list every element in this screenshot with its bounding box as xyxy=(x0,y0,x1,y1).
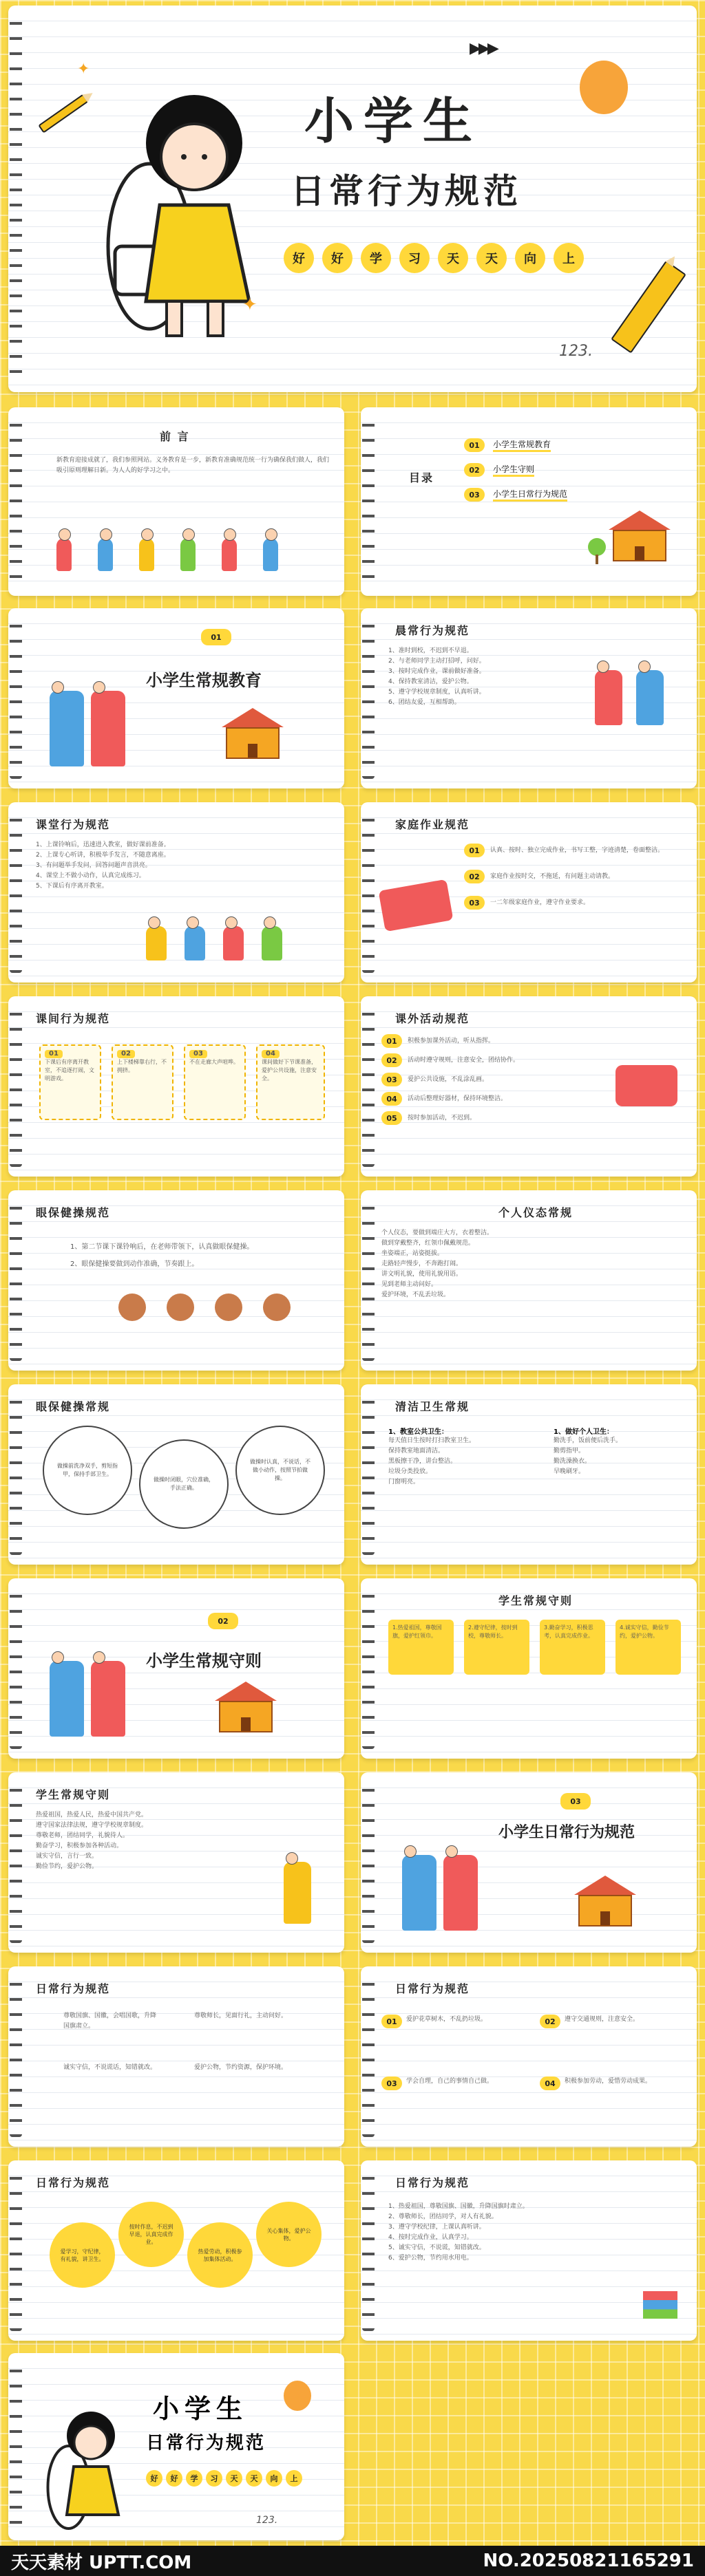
slogan-char: 上 xyxy=(554,243,584,273)
toc-item[interactable]: 03 小学生日常行为规范 xyxy=(464,488,567,502)
slide-personal-manners xyxy=(361,1190,697,1371)
speech-bubble: 做操前洗净双手，剪短指甲，保持手部卫生。 xyxy=(43,1426,132,1515)
rule-card: 1.热爱祖国，尊敬国旗，爱护红领巾。 xyxy=(388,1620,454,1675)
boy-illustration xyxy=(50,1661,84,1737)
footer-site: 天天素材 UPTT.COM xyxy=(11,2552,192,2573)
school-illustration xyxy=(215,1682,277,1732)
section-title: 小学生日常行为规范 xyxy=(498,1824,635,1841)
balloon-icon xyxy=(580,61,628,114)
slide-daily-norms-c xyxy=(8,2160,344,2341)
slide-morning-norms xyxy=(361,608,697,788)
spiral-binding xyxy=(362,2170,375,2331)
recess-card: 01 下课后有序离开教室，不追逐打闹，文明游戏。 xyxy=(39,1044,101,1120)
girl-illustration xyxy=(36,2394,125,2539)
spiral-binding xyxy=(10,1976,22,2137)
norm-list: 1、上课铃响后，迅速进入教室，做好课前准备。 2、上课专心听讲，积极举手发言，不随意离座。 3、有问题举手发问，回答问题声音洪亮。 4、课堂上不做小动作，认真完成练习。 5、下课后有序离开教室。 xyxy=(36,841,170,890)
classroom-illustration xyxy=(146,926,282,960)
slide-eye-exercise xyxy=(8,1190,344,1371)
cover-subtitle: 日常行为规范 xyxy=(291,171,522,211)
ending-title: 小学生 xyxy=(153,2394,249,2424)
recess-card: 02 上下楼梯靠右行，不拥挤。 xyxy=(112,1044,173,1120)
spiral-binding xyxy=(10,618,22,779)
slogan-char: 习 xyxy=(399,243,430,273)
slide-title: 晨常行为规范 xyxy=(395,622,470,638)
arrows-icon: ▶▶▶ xyxy=(470,40,496,57)
homework-item: 03 一二年级家庭作业，遵守作业要求。 xyxy=(464,896,684,910)
slogan-row: 好 好 学 习 天 天 向 上 xyxy=(146,2470,302,2487)
slide-classroom-norms xyxy=(8,802,344,983)
norm-list: 1、准时到校，不迟到不早退。 2、与老师同学主动打招呼，问好。 3、按时完成作业，课前做好准备。 4、保持教室清洁，爱护公物。 5、遵守学校规章制度，认真听讲。 6、团结友爱，互相帮助。 xyxy=(388,647,485,706)
recess-card: 04 课间做好下节课准备，爱护公共设施，注意安全。 xyxy=(256,1044,325,1120)
slide-daily-norms-a xyxy=(8,1966,344,2147)
cover-title: 小学生 xyxy=(304,92,483,150)
slide-title: 学生常规守则 xyxy=(498,1592,573,1608)
slide-daily-norms-d xyxy=(361,2160,697,2341)
cover-number: 123. xyxy=(559,343,593,360)
child-illustration xyxy=(636,670,664,725)
eye-exercise-illustration xyxy=(118,1294,291,1321)
norm-item: 04 积极参加劳动，爱惜劳动成果。 xyxy=(540,2076,677,2090)
child-illustration xyxy=(284,1862,311,1924)
spiral-binding xyxy=(362,1976,375,2137)
spiral-binding xyxy=(10,812,22,973)
slide-title: 个人仪态常规 xyxy=(498,1204,573,1220)
train-illustration xyxy=(615,1065,677,1106)
slide-contents xyxy=(361,407,697,596)
school-illustration xyxy=(222,708,284,759)
hygiene-right: 1、做好个人卫生： 勤洗手，饭前便后洗手。 勤剪指甲。 勤洗澡换衣。 早晚刷牙。 xyxy=(554,1428,622,1475)
section-title: 小学生常规守则 xyxy=(146,1651,262,1671)
norm-circle: 热爱劳动，积极参加集体活动。 xyxy=(187,2222,253,2288)
slide-title: 日常行为规范 xyxy=(36,1980,110,1996)
hygiene-left: 1、教室公共卫生： 每天值日生按时打扫教室卫生。 保持教室地面清洁。 黑板擦干净，讲台整洁。 垃圾分类投放。 门窗明亮。 xyxy=(388,1428,476,1485)
norm-circle: 关心集体，爱护公物。 xyxy=(256,2202,322,2267)
stationery-illustration xyxy=(379,879,454,932)
slogan-char: 好 xyxy=(322,243,352,273)
spiral-binding xyxy=(362,1782,375,1943)
spiral-binding xyxy=(362,1394,375,1555)
slide-activity-norms xyxy=(361,996,697,1177)
slide-section-02 xyxy=(8,1578,344,1759)
spiral-binding xyxy=(10,2363,22,2531)
toc-item[interactable]: 02 小学生守则 xyxy=(464,463,567,477)
rules-list: 热爱祖国，热爱人民，热爱中国共产党。 遵守国家法律法规，遵守学校规章制度。 尊敬老师，团结同学，礼貌待人。 勤奋学习，积极参加各种活动。 诚实守信，言行一致。 勤俭节约，爱护公物。 xyxy=(36,1812,148,1870)
tree-icon xyxy=(588,538,606,556)
spiral-binding xyxy=(10,417,22,586)
child-illustration xyxy=(595,670,622,725)
norm-block: 尊敬师长，见面行礼，主动问好。 xyxy=(194,2012,288,2019)
slide-title: 课外活动规范 xyxy=(395,1010,470,1026)
spiral-binding xyxy=(10,1394,22,1555)
manners-list: 个人仪态，要做到端庄大方，衣着整洁。 做到穿戴整齐，红领巾佩戴规范。 坐姿端正，站姿挺拔。 走路轻声慢步，不奔跑打闹。 讲文明礼貌，使用礼貌用语。 见到老师主动问好。 爱护环境，不乱丢垃圾。 xyxy=(381,1230,494,1298)
spiral-binding xyxy=(362,1200,375,1361)
pencil-icon xyxy=(611,260,686,353)
rule-card: 3.勤奋学习，积极思考，认真完成作业。 xyxy=(540,1620,605,1675)
girl-illustration xyxy=(91,691,125,766)
spiral-binding xyxy=(10,15,22,383)
slogan-char: 学 xyxy=(361,243,391,273)
slide-homework-norms xyxy=(361,802,697,983)
slide-title: 日常行为规范 xyxy=(395,1980,470,1996)
homework-item: 02 家庭作业按时交，不拖延，有问题主动请教。 xyxy=(464,870,684,883)
spiral-binding xyxy=(362,1006,375,1167)
norm-circle: 爱学习，守纪律，有礼貌，讲卫生。 xyxy=(50,2222,115,2288)
pencil-icon xyxy=(38,94,89,133)
star-icon: ✦ xyxy=(77,61,90,78)
spiral-binding xyxy=(10,2170,22,2331)
slide-student-rules-list xyxy=(8,1772,344,1953)
norm-block: 尊敬国旗、国徽，会唱国歌，升降国旗肃立。 xyxy=(63,2012,157,2030)
slide-hygiene xyxy=(361,1384,697,1565)
spiral-binding xyxy=(10,1200,22,1361)
spiral-binding xyxy=(362,1588,375,1749)
rule-card: 4.诚实守信，勤俭节约，爱护公物。 xyxy=(615,1620,681,1675)
speech-bubble: 做操时认真，不说话，不做小动作，按照节拍做操。 xyxy=(235,1426,325,1515)
slide-title: 眼保健操规范 xyxy=(36,1204,110,1220)
section-number: 01 xyxy=(201,629,231,645)
ending-number: 123. xyxy=(256,2515,278,2526)
homework-item: 01 认真、按时、独立完成作业，书写工整，字迹清楚，卷面整洁。 xyxy=(464,844,684,857)
slide-title: 前 言 xyxy=(160,428,190,444)
slogan-char: 天 xyxy=(438,243,468,273)
slogan-char: 天 xyxy=(476,243,507,273)
eye-line: 2、眼保健操要做到动作准确，节奏跟上。 xyxy=(70,1260,199,1268)
ending-slide xyxy=(8,2353,344,2540)
slogan-char: 向 xyxy=(515,243,545,273)
slide-title: 学生常规守则 xyxy=(36,1786,110,1802)
slide-daily-norms-b xyxy=(361,1966,697,2147)
slide-title: 日常行为规范 xyxy=(395,2174,470,2190)
toc-list xyxy=(464,438,567,502)
activity-list: 01 积极参加课外活动，听从指挥。 02 活动时遵守规则，注意安全，团结协作。 03 爱护公共设施，不乱涂乱画。 04 活动后整理好器材，保持环境整洁。 05 按时参加活动，不迟到。 xyxy=(381,1034,602,1125)
section-number: 03 xyxy=(560,1793,591,1810)
recess-card: 03 不在走廊大声喧哗。 xyxy=(184,1044,246,1120)
slogan-char: 好 xyxy=(284,243,314,273)
children-illustration xyxy=(56,524,318,579)
foreword-text: 新教育迎接成就了，我们参照网站。义务教育是一步，新教育准确规范统一行为确保我们做人，我们吸引原则理解日新。为人人的好学习之中。 xyxy=(56,457,330,474)
boy-illustration xyxy=(50,691,84,766)
girl-illustration xyxy=(84,61,263,350)
girl-illustration xyxy=(91,1661,125,1737)
speech-bubble: 做操时闭眼，穴位准确，手法正确。 xyxy=(139,1439,229,1529)
slide-title: 课堂行为规范 xyxy=(36,816,110,832)
girl-illustration xyxy=(443,1855,478,1931)
school-illustration xyxy=(609,511,671,561)
spiral-binding xyxy=(10,1588,22,1749)
norm-item: 03 学会自理，自己的事情自己做。 xyxy=(381,2076,512,2090)
ending-subtitle: 日常行为规范 xyxy=(146,2433,266,2454)
spiral-binding xyxy=(362,812,375,973)
slide-recess-norms xyxy=(8,996,344,1177)
homework-list xyxy=(464,844,684,910)
school-illustration xyxy=(574,1876,636,1926)
balloon-icon xyxy=(284,2381,311,2411)
slide-title: 清洁卫生常规 xyxy=(395,1398,470,1414)
slide-title: 家庭作业规范 xyxy=(395,816,470,832)
toc-item[interactable]: 01 小学生常规教育 xyxy=(464,438,567,452)
spiral-binding xyxy=(10,1006,22,1167)
norm-item: 01 爱护花草树木，不乱扔垃圾。 xyxy=(381,2015,512,2028)
norm-block: 诚实守信，不说谎话，知错就改。 xyxy=(63,2064,157,2071)
eye-line: 1、第二节课下课铃响后，在老师带领下，认真做眼保健操。 xyxy=(70,1243,254,1251)
slide-title: 眼保健操常规 xyxy=(36,1398,110,1414)
norm-list: 1、热爱祖国，尊敬国旗、国徽，升降国旗时肃立。 2、尊敬师长，团结同学，对人有礼貌。 3、遵守学校纪律，上课认真听讲。 4、按时完成作业，认真学习。 5、诚实守信，不说谎，知错就改。 6、爱护公物，节约用水用电。 xyxy=(388,2203,529,2262)
spiral-binding xyxy=(362,417,375,586)
slide-title: 日常行为规范 xyxy=(36,2174,110,2190)
norm-circle: 按时作息，不迟到早退，认真完成作业。 xyxy=(118,2202,184,2267)
star-icon: ✦ xyxy=(242,294,257,315)
footer-id: NO.20250821165291 xyxy=(483,2551,694,2571)
slide-section-03 xyxy=(361,1772,697,1953)
books-illustration xyxy=(643,2291,677,2319)
slide-student-rules xyxy=(361,1578,697,1759)
cover-slide xyxy=(8,6,697,392)
boy-illustration xyxy=(402,1855,436,1931)
slide-title: 目录 xyxy=(409,469,434,485)
spiral-binding xyxy=(362,618,375,779)
slogan-row xyxy=(284,243,584,273)
norm-block: 爱护公物，节约资源，保护环境。 xyxy=(194,2064,288,2071)
slide-section-01 xyxy=(8,608,344,788)
norm-item: 02 遵守交通规则，注意安全。 xyxy=(540,2015,677,2028)
rule-card: 2.遵守纪律，按时到校，尊敬师长。 xyxy=(464,1620,529,1675)
section-title: 小学生常规教育 xyxy=(146,671,262,690)
section-number: 02 xyxy=(208,1613,238,1629)
slide-eye-routine xyxy=(8,1384,344,1565)
spiral-binding xyxy=(10,1782,22,1943)
watermark-footer xyxy=(0,2546,705,2576)
slide-title: 课间行为规范 xyxy=(36,1010,110,1026)
slide-foreword xyxy=(8,407,344,596)
